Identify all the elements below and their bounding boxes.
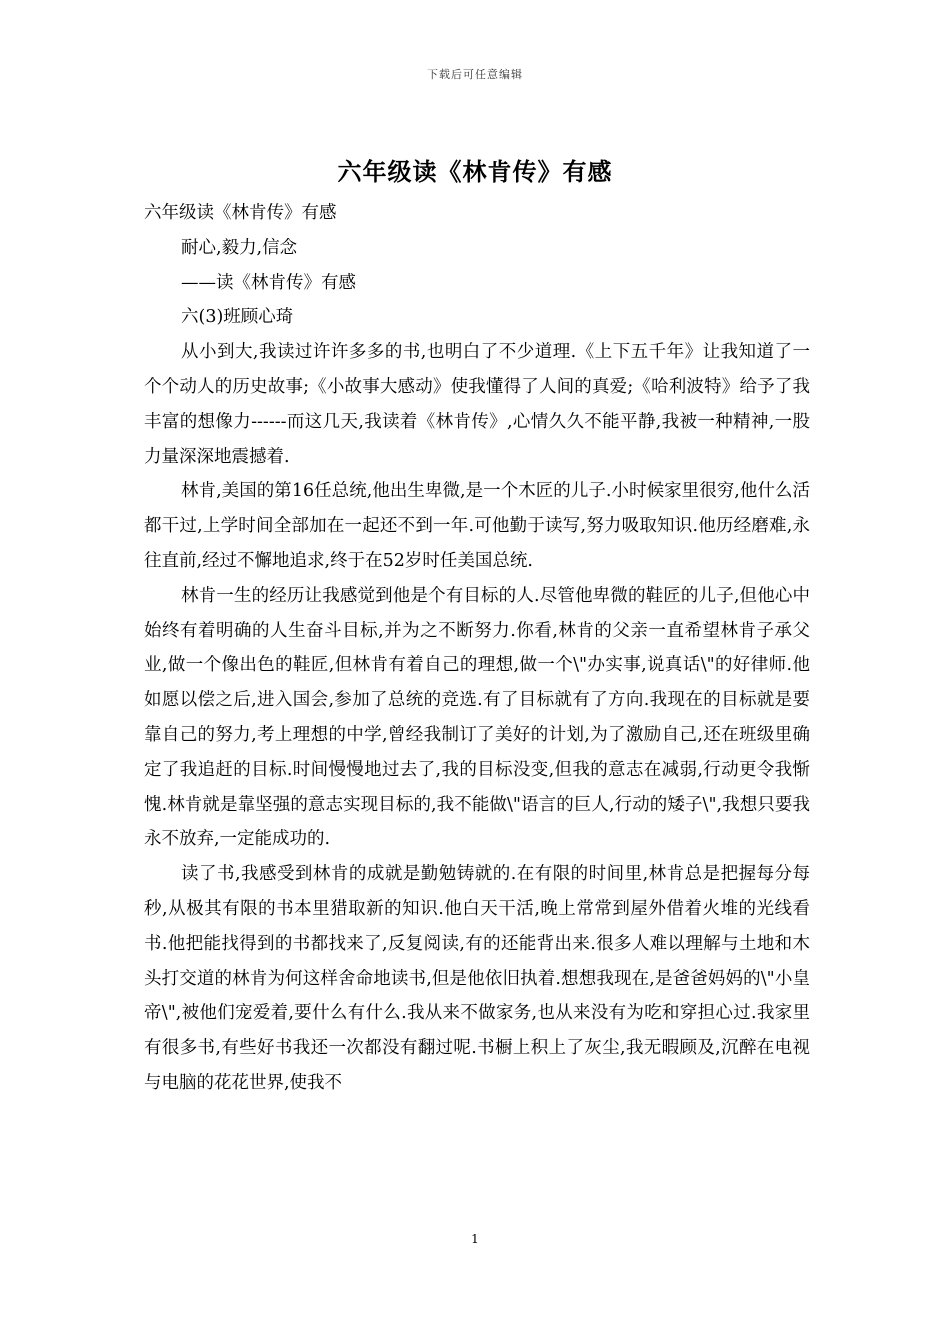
paragraph: 林肯一生的经历让我感觉到他是个有目标的人.尽管他卑微的鞋匠的儿子,但他心中始终有着明确的人生奋斗目标,并为之不断努力.你看,林肯的父亲一直希望林肯子承父业,做一个像出色的鞋匠,但林肯有着自己的理想,做一个\"办实事,说真话\"的好律师.他如愿以偿之后,进入国会,参加了总统的竞选.有了目标就有了方向.我现在的目标就是要靠自己的努力,考上理想的中学,曾经我制订了美好的计划,为了激励自己,还在班级里确定了我追赶的目标.时间慢慢地过去了,我的目标没变,但我的意志在减弱,行动更令我惭愧.林肯就是靠坚强的意志实现目标的,我不能做\"语言的巨人,行动的矮子\",我想只要我永不放弃,一定能成功的. (144, 585, 810, 850)
document-body (144, 196, 810, 1101)
theme-line: 耐心,毅力,信念 (181, 237, 298, 258)
paragraph: 读了书,我感受到林肯的成就是勤勉铸就的.在有限的时间里,林肯总是把握每分每秒,从极其有限的书本里猎取新的知识.他白天干活,晚上常常到屋外借着火堆的光线看书.他把能找得到的书都找来了,反复阅读,有的还能背出来.很多人难以理解与土地和木头打交道的林肯为何这样舍命地读书,但是他依旧执着.想想我现在,是爸爸妈妈的\"小皇帝\",被他们宠爱着,要什么有什么.我从来不做家务,也从来没有为吃和穿担心过.我家里有很多书,有些好书我还一次都没有翻过呢.书橱上积上了灰尘,我无暇顾及,沉醉在电视与电脑的花花世界,使我不 (144, 864, 810, 1093)
page-title: 六年级读《林肯传》有感 (337, 157, 613, 186)
byline-title: ——读《林肯传》有感 (181, 272, 356, 293)
header-note: 下载后可任意编辑 (427, 68, 523, 81)
paragraph: 从小到大,我读过许许多多的书,也明白了不少道理.《上下五千年》让我知道了一个个动人的历史故事;《小故事大感动》使我懂得了人间的真爱;《哈利波特》给予了我丰富的想像力------而这几天,我读着《林肯传》,心情久久不能平静,我被一种精神,一股力量深深地震撼着. (144, 342, 810, 467)
author-line: 六(3)班顾心琦 (181, 307, 294, 328)
page-number: 1 (471, 1232, 479, 1246)
paragraph: 林肯,美国的第16任总统,他出生卑微,是一个木匠的儿子.小时候家里很穷,他什么活都干过,上学时间全部加在一起还不到一年.可他勤于读写,努力吸取知识.他历经磨难,永往直前,经过不懈地追求,终于在52岁时任美国总统. (144, 481, 810, 571)
subtitle-line: 六年级读《林肯传》有感 (144, 203, 337, 223)
